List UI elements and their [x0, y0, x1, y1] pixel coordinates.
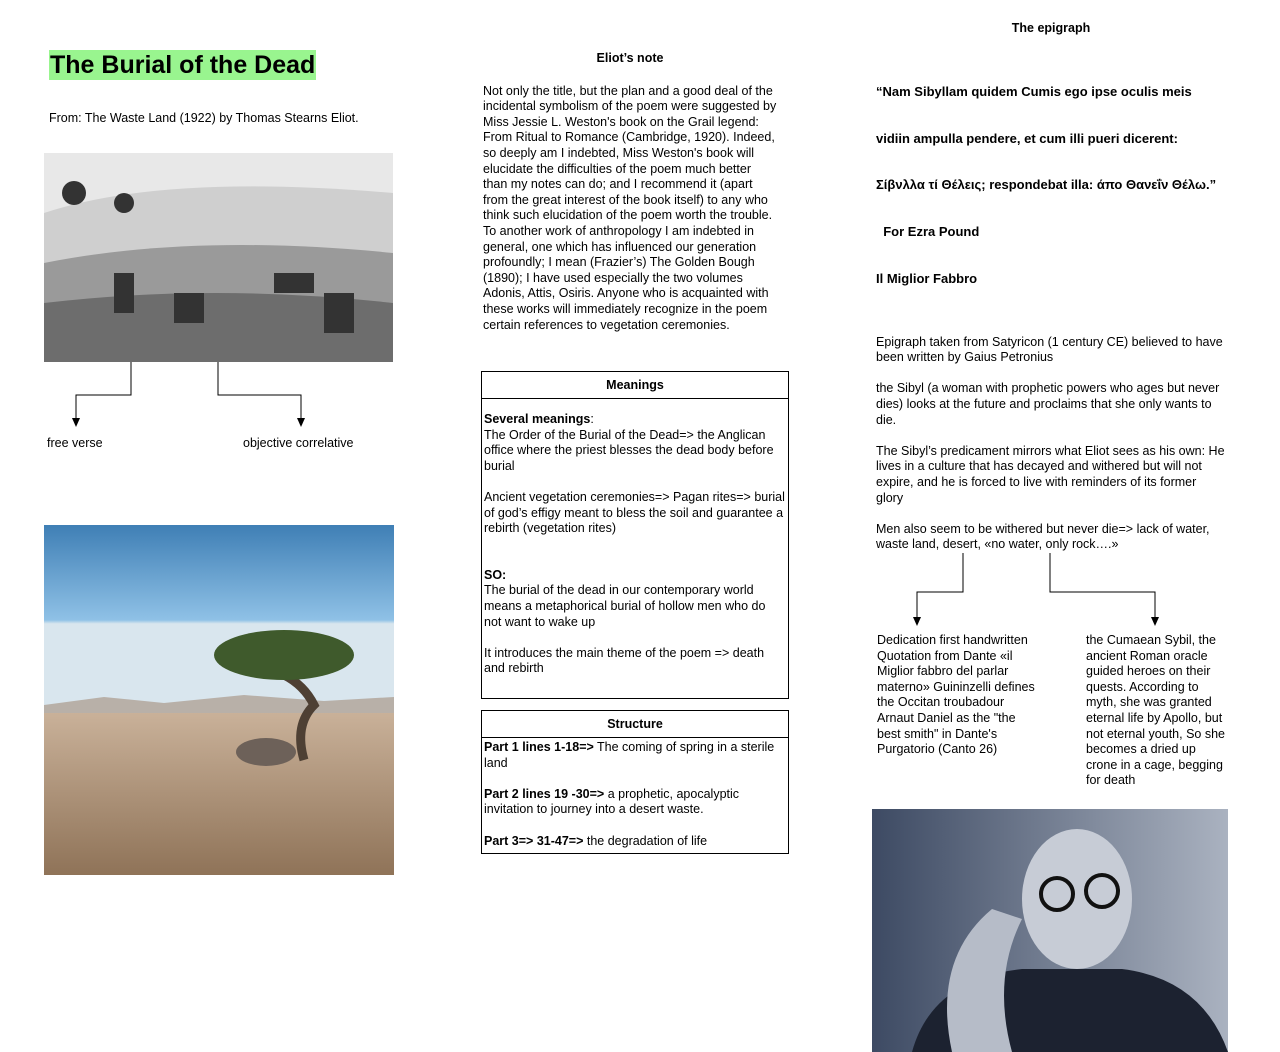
right-connector-arrows	[876, 553, 1228, 633]
meanings-p3: The burial of the dead in our contemporary world means a metaphorical burial of hollow men who do not want to wake up	[484, 583, 766, 629]
quote-line: For Ezra Pound	[876, 224, 980, 240]
structure-item	[484, 787, 786, 818]
page-title: The Burial of the Dead	[50, 51, 316, 79]
middle-column	[481, 51, 789, 854]
structure-item-text: the degradation of life	[583, 833, 708, 848]
meanings-p3-bold: SO:	[484, 567, 507, 582]
desert-tree-image	[44, 525, 394, 875]
epigraph-p3: The Sibyl’s predicament mirrors what Eliot sees as his own: He lives in a culture that has decayed and withered but will not expire, and he is forced to live with reminders of its former glory	[876, 443, 1225, 505]
epigraph-p2: the Sibyl (a woman with prophetic powers who ages but never dies) looks at the future and proclaims that she only wants to die.	[876, 381, 1220, 427]
note-heading: Eliot’s note	[596, 51, 664, 65]
structure-heading: Structure	[482, 711, 788, 738]
note-text: Not only the title, but the plan and a good deal of the incidental symbolism of the poem were suggested by Miss Jessie L. Weston's book on the Grail legend: From Ritual to Romance (Cambridge, 1920). Indeed, so deeply am I indebted, Miss Weston's book will elucidate the difficulties of the poem much better than my notes can do; and I recommend it (apart from the great interest of the book itself) to any who think such elucidation of the poem worth the trouble. To another work of anthropology I am indebted in general, one which has influenced our generation profoundly; I mean (Frazier’s) The Golden Bough (1890); I have used especially the two volumes Adonis, Attis, Osiris. Anyone who is acquainted with these works will immediately recognize in the poem certain references to vegetation ceremonies.	[483, 83, 777, 332]
meanings-p2: Ancient vegetation ceremonies=> Pagan rites=> burial of god’s effigy meant to bless the soil and guarantee a rebirth (vegetation rites)	[484, 490, 785, 536]
epigraph-notes	[876, 335, 1226, 553]
quote-line: Il Miglior Fabbro	[876, 270, 978, 286]
right-column	[876, 21, 1232, 1052]
branch-objective-correlative: objective correlative	[243, 436, 354, 450]
epigraph-p4: Men also seem to be withered but never die=> lack of water, waste land, desert, «no water, only rock….»	[876, 521, 1210, 552]
epigraph-sybil: the Cumaean Sybil, the ancient Roman oracle guided heroes on their quests. According to myth, she was granted eternal life by Apollo, but not eternal youth, So she becomes a dried up crone in a cage, begging for death	[1086, 633, 1225, 788]
epigraph-heading: The epigraph	[1011, 21, 1091, 35]
epigraph-quote	[876, 53, 1232, 318]
meanings-p1-bold: Several meanings	[484, 412, 591, 427]
quote-line: Σίβνλλα τί Θέλεις; respondebat illa: άπο Θανεΐν Θέλω.”	[876, 177, 1217, 193]
epigraph-p1: Epigraph taken from Satyricon (1 century CE) believed to have been written by Gaius Petronius	[876, 334, 1223, 365]
meanings-p1: The Order of the Burial of the Dead=> the Anglican office where the priest blesses the dead body before burial	[484, 427, 774, 473]
structure-item-label: Part 2 lines 19 -30=>	[484, 786, 605, 801]
meanings-box	[481, 371, 789, 699]
structure-item	[484, 740, 786, 771]
quote-line: vidiin ampulla pendere, et cum illi pueri dicerent:	[876, 130, 1178, 146]
colon: :	[590, 412, 594, 427]
left-connector-arrows	[0, 0, 400, 440]
eliot-portrait-photo	[872, 809, 1228, 1052]
meanings-heading: Meanings	[482, 372, 788, 399]
structure-item-text: The coming of spring in a sterile land	[484, 740, 775, 770]
structure-item-text: a prophetic, apocalyptic invitation to journey into a desert waste.	[484, 786, 740, 817]
structure-item-label: Part 3=> 31-47=>	[484, 833, 584, 848]
source-line: From: The Waste Land (1922) by Thomas Stearns Eliot.	[49, 111, 359, 125]
structure-item	[484, 834, 786, 850]
quote-line: “Nam Sibyllam quidem Cumis ego ipse oculis meis	[876, 83, 1192, 99]
meanings-p4: It introduces the main theme of the poem => death and rebirth	[484, 645, 765, 676]
structure-box	[481, 710, 789, 854]
epigraph-dedication: Dedication first handwritten Quotation from Dante «il Miglior fabbro del parlar materno» Guininzelli defines the Occitan troubadour Arnaut Daniel as the "the best smith" in Dante's Purgatorio (Canto 26)	[877, 633, 1035, 757]
structure-item-label: Part 1 lines 1-18=>	[484, 740, 594, 755]
branch-free-verse: free verse	[47, 436, 103, 450]
